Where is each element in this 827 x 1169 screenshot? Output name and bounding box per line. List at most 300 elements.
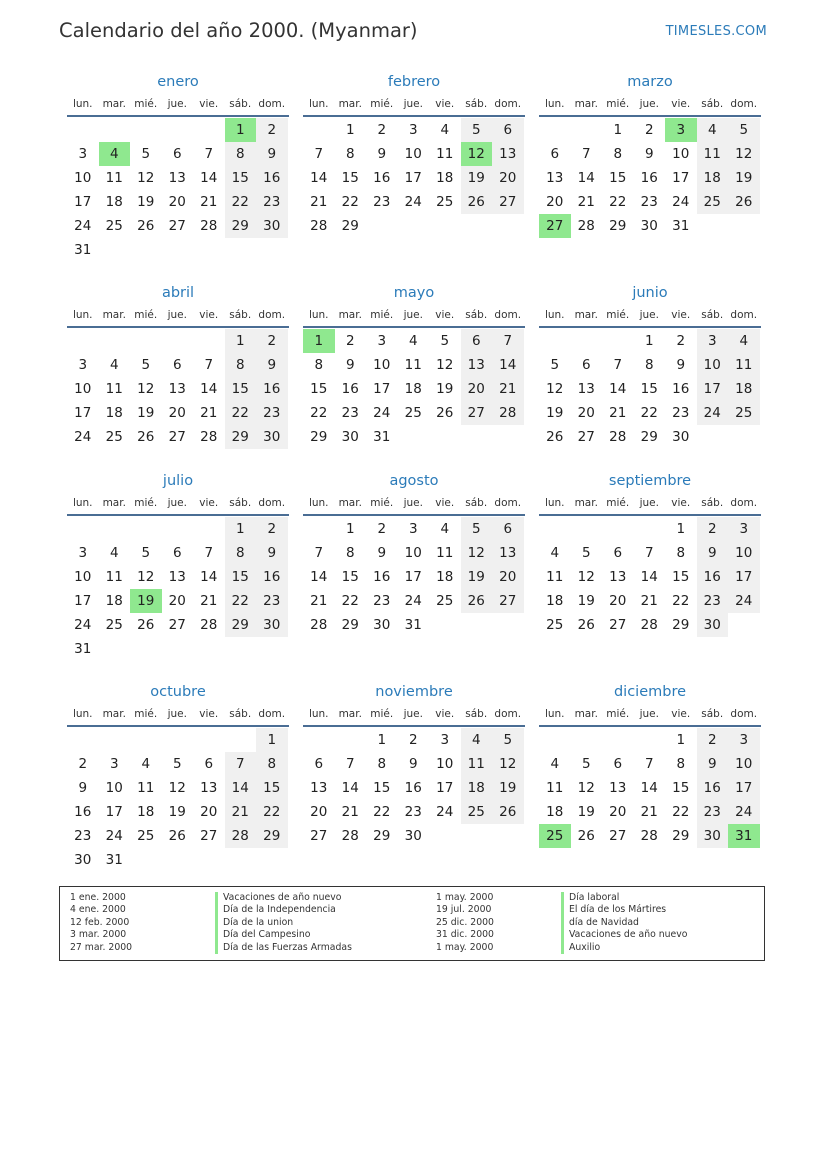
week-row (539, 752, 761, 776)
legend-holiday-name: Día de la Independencia (215, 904, 352, 916)
weekday-label: mié. (134, 98, 158, 110)
weekday-label: lun. (544, 98, 565, 110)
weekday-label: lun. (308, 98, 329, 110)
day-cell: 18 (137, 804, 155, 820)
week-row (539, 329, 761, 353)
day-cell: 16 (373, 170, 391, 186)
legend-date: 12 feb. 2000 (70, 916, 130, 928)
day-cell: 27 (461, 401, 493, 425)
day-cell: 10 (672, 146, 690, 162)
holiday-day-cell: 19 (130, 589, 162, 613)
week-row (67, 824, 289, 848)
day-cell: 31 (105, 852, 123, 868)
day-cell: 11 (404, 357, 422, 373)
day-cell: 19 (546, 405, 564, 421)
empty-cell (571, 329, 603, 353)
day-cell: 16 (640, 170, 658, 186)
brand-link[interactable]: TIMESLES.COM (665, 24, 767, 39)
day-cell: 20 (492, 166, 524, 190)
day-cell: 8 (345, 146, 355, 162)
day-cell: 28 (640, 828, 658, 844)
weekday-label: dom. (730, 309, 758, 321)
month-name: febrero (387, 74, 441, 90)
week-row (67, 541, 289, 565)
week-row (67, 329, 289, 353)
legend-names-left (215, 892, 352, 954)
empty-cell (571, 517, 603, 541)
day-cell: 17 (74, 405, 92, 421)
weekday-label: jue. (639, 497, 659, 509)
day-cell: 2 (377, 122, 387, 138)
day-cell: 21 (200, 593, 218, 609)
day-cell: 19 (728, 166, 760, 190)
day-cell: 11 (697, 142, 729, 166)
month-name: abril (161, 285, 195, 301)
weekday-label: dom. (730, 98, 758, 110)
day-cell: 30 (256, 214, 288, 238)
day-cell: 7 (345, 756, 355, 772)
empty-cell (429, 613, 461, 637)
day-cell: 17 (728, 565, 760, 589)
weekday-label: dom. (494, 98, 522, 110)
day-cell: 4 (461, 728, 493, 752)
week-row (539, 776, 761, 800)
week-row (67, 166, 289, 190)
month-junio (539, 282, 761, 449)
day-cell: 28 (492, 401, 524, 425)
week-row (67, 401, 289, 425)
day-cell: 15 (341, 569, 359, 585)
day-cell: 24 (105, 828, 123, 844)
empty-cell (130, 238, 162, 262)
weekday-label: lun. (72, 497, 93, 509)
day-cell: 27 (492, 190, 524, 214)
day-cell: 17 (728, 776, 760, 800)
empty-cell (492, 613, 524, 637)
weekday-label: sáb. (701, 708, 724, 720)
weekday-header (303, 703, 525, 727)
weekday-header (67, 492, 289, 516)
day-cell: 3 (697, 329, 729, 353)
day-cell: 30 (256, 425, 288, 449)
day-cell: 7 (204, 357, 214, 373)
day-cell: 22 (341, 593, 359, 609)
day-cell: 27 (609, 617, 627, 633)
weekday-label: jue. (639, 708, 659, 720)
weekday-label: vie. (199, 98, 219, 110)
legend-names-right (561, 892, 687, 954)
weekday-label: mié. (606, 497, 630, 509)
legend-holiday-name: El día de los Mártires (561, 904, 687, 916)
day-cell: 4 (408, 333, 418, 349)
month-name: noviembre (375, 684, 453, 700)
day-cell: 31 (74, 242, 92, 258)
day-cell: 21 (577, 194, 595, 210)
empty-cell (225, 238, 257, 262)
empty-cell (162, 728, 194, 752)
week-row (303, 166, 525, 190)
day-cell: 20 (492, 565, 524, 589)
day-cell: 12 (546, 381, 564, 397)
day-cell: 3 (377, 333, 387, 349)
weekday-label: sáb. (701, 98, 724, 110)
day-cell: 30 (697, 613, 729, 637)
empty-cell (492, 214, 524, 238)
week-row (539, 824, 761, 848)
day-cell: 21 (200, 405, 218, 421)
day-cell: 25 (105, 429, 123, 445)
week-row (67, 517, 289, 541)
weekday-label: mar. (102, 309, 126, 321)
day-cell: 25 (137, 828, 155, 844)
day-cell: 21 (640, 804, 658, 820)
month-mayo (303, 282, 525, 449)
day-cell: 13 (577, 381, 595, 397)
month-febrero (303, 71, 525, 238)
empty-cell (225, 728, 257, 752)
weekday-label: dom. (258, 98, 286, 110)
day-cell: 14 (492, 353, 524, 377)
week-row (539, 401, 761, 425)
weekday-label: dom. (258, 708, 286, 720)
empty-cell (130, 329, 162, 353)
day-cell: 3 (408, 122, 418, 138)
day-cell: 13 (461, 353, 493, 377)
day-cell: 15 (310, 381, 328, 397)
day-cell: 26 (492, 800, 524, 824)
day-cell: 7 (204, 545, 214, 561)
day-cell: 5 (728, 118, 760, 142)
weekday-label: dom. (258, 497, 286, 509)
weekday-label: vie. (435, 309, 455, 321)
legend-holiday-name: Vacaciones de año nuevo (215, 892, 352, 904)
day-cell: 9 (345, 357, 355, 373)
day-cell: 13 (609, 780, 627, 796)
empty-cell (634, 517, 666, 541)
week-row (303, 214, 525, 238)
day-cell: 4 (109, 357, 119, 373)
week-row (67, 353, 289, 377)
day-cell: 24 (74, 429, 92, 445)
day-cell: 22 (225, 401, 257, 425)
weekday-label: mar. (102, 497, 126, 509)
weekday-label: sáb. (229, 309, 252, 321)
weekday-label: mié. (134, 708, 158, 720)
empty-cell (162, 848, 194, 872)
day-cell: 14 (341, 780, 359, 796)
empty-cell (193, 728, 225, 752)
week-row (303, 425, 525, 449)
week-row (539, 800, 761, 824)
empty-cell (225, 848, 257, 872)
day-cell: 14 (225, 776, 257, 800)
day-cell: 2 (644, 122, 654, 138)
day-cell: 28 (200, 218, 218, 234)
weekday-label: mié. (370, 708, 394, 720)
day-cell: 6 (314, 756, 324, 772)
day-cell: 11 (436, 545, 454, 561)
day-cell: 25 (697, 190, 729, 214)
month-name: agosto (389, 473, 439, 489)
day-cell: 23 (256, 190, 288, 214)
day-cell: 14 (609, 381, 627, 397)
day-cell: 26 (461, 190, 493, 214)
day-cell: 12 (577, 780, 595, 796)
weekday-label: mié. (134, 497, 158, 509)
empty-cell (99, 728, 131, 752)
day-cell: 23 (404, 804, 422, 820)
weekday-label: mar. (338, 708, 362, 720)
day-cell: 16 (373, 569, 391, 585)
day-cell: 6 (613, 545, 623, 561)
day-cell: 5 (461, 118, 493, 142)
day-cell: 7 (314, 146, 324, 162)
day-cell: 12 (461, 541, 493, 565)
day-cell: 28 (341, 828, 359, 844)
day-cell: 8 (377, 756, 387, 772)
day-cell: 2 (377, 521, 387, 537)
day-cell: 24 (697, 401, 729, 425)
day-cell: 8 (676, 756, 686, 772)
day-cell: 16 (256, 166, 288, 190)
weekday-label: sáb. (229, 497, 252, 509)
week-row (539, 166, 761, 190)
weekday-label: jue. (403, 98, 423, 110)
weekday-label: lun. (308, 708, 329, 720)
empty-cell (99, 517, 131, 541)
day-cell: 15 (225, 166, 257, 190)
weekday-label: mar. (102, 98, 126, 110)
weekday-label: sáb. (229, 98, 252, 110)
day-cell: 25 (436, 593, 454, 609)
day-cell: 27 (492, 589, 524, 613)
month-name: marzo (627, 74, 673, 90)
empty-cell (99, 637, 131, 661)
empty-cell (728, 425, 760, 449)
weekday-label: lun. (72, 309, 93, 321)
weekday-label: dom. (258, 309, 286, 321)
day-cell: 4 (141, 756, 151, 772)
day-cell: 1 (345, 521, 355, 537)
day-cell: 23 (640, 194, 658, 210)
day-cell: 5 (550, 357, 560, 373)
day-cell: 7 (492, 329, 524, 353)
day-cell: 27 (168, 429, 186, 445)
weekday-header (303, 492, 525, 516)
day-cell: 28 (577, 218, 595, 234)
week-row (303, 142, 525, 166)
weekday-label: vie. (435, 497, 455, 509)
day-cell: 22 (609, 194, 627, 210)
day-cell: 25 (105, 617, 123, 633)
day-cell: 28 (225, 824, 257, 848)
day-cell: 4 (728, 329, 760, 353)
day-cell: 4 (440, 122, 450, 138)
weekday-label: mié. (606, 98, 630, 110)
empty-cell (193, 848, 225, 872)
day-cell: 24 (74, 617, 92, 633)
day-cell: 27 (609, 828, 627, 844)
day-cell: 22 (256, 800, 288, 824)
empty-cell (162, 517, 194, 541)
weekday-label: jue. (639, 309, 659, 321)
weekday-header (67, 304, 289, 328)
empty-cell (539, 329, 571, 353)
weekday-label: mar. (574, 98, 598, 110)
day-cell: 29 (672, 617, 690, 633)
day-cell: 9 (697, 752, 729, 776)
day-cell: 3 (728, 517, 760, 541)
day-cell: 28 (609, 429, 627, 445)
empty-cell (256, 637, 288, 661)
day-cell: 6 (172, 357, 182, 373)
weekday-label: vie. (199, 497, 219, 509)
week-row (539, 541, 761, 565)
day-cell: 22 (310, 405, 328, 421)
day-cell: 10 (404, 545, 422, 561)
day-cell: 12 (492, 752, 524, 776)
day-cell: 25 (105, 218, 123, 234)
day-cell: 14 (640, 569, 658, 585)
day-cell: 23 (341, 405, 359, 421)
day-cell: 4 (697, 118, 729, 142)
day-cell: 27 (310, 828, 328, 844)
week-row (539, 377, 761, 401)
weekday-label: mar. (574, 309, 598, 321)
month-name: mayo (393, 285, 435, 301)
day-cell: 15 (341, 170, 359, 186)
week-row (303, 118, 525, 142)
week-row (67, 118, 289, 142)
day-cell: 11 (546, 569, 564, 585)
day-cell: 30 (341, 429, 359, 445)
day-cell: 18 (436, 569, 454, 585)
weekday-label: dom. (730, 497, 758, 509)
day-cell: 8 (613, 146, 623, 162)
weekday-label: sáb. (229, 708, 252, 720)
day-cell: 17 (404, 170, 422, 186)
month-name: julio (162, 473, 194, 489)
day-cell: 7 (613, 357, 623, 373)
day-cell: 4 (440, 521, 450, 537)
month-diciembre (539, 681, 761, 848)
day-cell: 14 (200, 569, 218, 585)
day-cell: 2 (256, 517, 288, 541)
day-cell: 7 (204, 146, 214, 162)
legend-date: 25 dic. 2000 (436, 916, 494, 928)
day-cell: 23 (256, 401, 288, 425)
month-abril (67, 282, 289, 449)
day-cell: 10 (74, 170, 92, 186)
day-cell: 24 (728, 800, 760, 824)
weekday-label: vie. (671, 708, 691, 720)
week-row (539, 425, 761, 449)
holiday-legend (59, 886, 765, 961)
day-cell: 20 (609, 593, 627, 609)
day-cell: 19 (137, 194, 155, 210)
weekday-label: vie. (435, 98, 455, 110)
legend-holiday-name: Auxilio (561, 942, 687, 954)
empty-cell (67, 118, 99, 142)
day-cell: 18 (105, 593, 123, 609)
legend-holiday-name: día de Navidad (561, 917, 687, 929)
empty-cell (539, 118, 571, 142)
day-cell: 2 (78, 756, 88, 772)
day-cell: 8 (345, 545, 355, 561)
empty-cell (303, 728, 335, 752)
day-cell: 25 (404, 405, 422, 421)
week-row (303, 613, 525, 637)
day-cell: 15 (672, 780, 690, 796)
day-cell: 14 (310, 569, 328, 585)
weekday-header (67, 703, 289, 727)
empty-cell (697, 214, 729, 238)
day-cell: 20 (577, 405, 595, 421)
weekday-header (539, 703, 761, 727)
weekday-label: vie. (435, 708, 455, 720)
weekday-label: mié. (370, 98, 394, 110)
day-cell: 14 (310, 170, 328, 186)
day-cell: 19 (436, 381, 454, 397)
weekday-label: vie. (671, 497, 691, 509)
weekday-label: mar. (574, 497, 598, 509)
day-cell: 12 (137, 381, 155, 397)
empty-cell (256, 238, 288, 262)
day-cell: 4 (109, 545, 119, 561)
week-row (67, 848, 289, 872)
week-row (303, 728, 525, 752)
empty-cell (492, 824, 524, 848)
day-cell: 2 (345, 333, 355, 349)
empty-cell (193, 637, 225, 661)
holiday-day-cell: 1 (225, 118, 257, 142)
week-row (539, 613, 761, 637)
day-cell: 22 (225, 589, 257, 613)
week-row (67, 776, 289, 800)
weekday-header (539, 492, 761, 516)
day-cell: 9 (256, 353, 288, 377)
day-cell: 29 (256, 824, 288, 848)
empty-cell (67, 329, 99, 353)
day-cell: 10 (728, 752, 760, 776)
day-cell: 30 (697, 824, 729, 848)
day-cell: 24 (436, 804, 454, 820)
month-noviembre (303, 681, 525, 848)
empty-cell (429, 425, 461, 449)
day-cell: 13 (168, 569, 186, 585)
empty-cell (256, 848, 288, 872)
day-cell: 20 (168, 405, 186, 421)
week-row (303, 800, 525, 824)
day-cell: 9 (256, 541, 288, 565)
empty-cell (634, 728, 666, 752)
day-cell: 12 (137, 170, 155, 186)
legend-date: 19 jul. 2000 (436, 904, 492, 916)
day-cell: 5 (141, 545, 151, 561)
legend-dates-right (436, 892, 494, 954)
day-cell: 29 (609, 218, 627, 234)
day-cell: 18 (105, 405, 123, 421)
day-cell: 17 (105, 804, 123, 820)
month-name: junio (632, 285, 668, 301)
day-cell: 13 (168, 170, 186, 186)
day-cell: 17 (373, 381, 391, 397)
day-cell: 18 (404, 381, 422, 397)
day-cell: 16 (697, 776, 729, 800)
day-cell: 6 (204, 756, 214, 772)
day-cell: 20 (168, 194, 186, 210)
empty-cell (461, 425, 493, 449)
